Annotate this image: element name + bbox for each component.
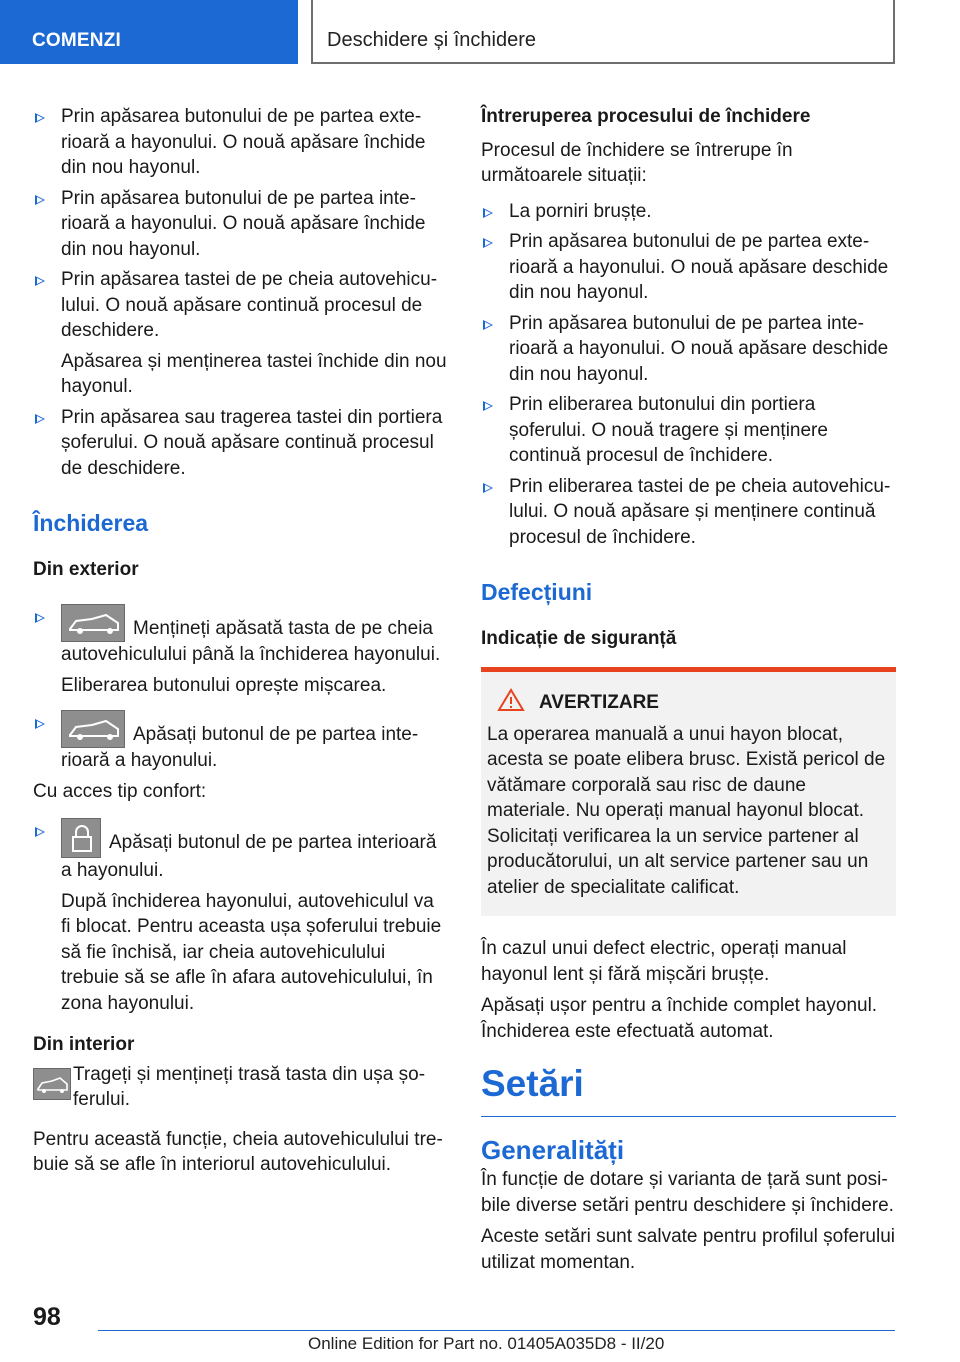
car-tailgate-icon <box>61 710 125 748</box>
bullet-triangle-icon <box>35 113 45 123</box>
list-item: Mențineți apăsată tasta de pe cheia autovehiculului până la închiderea hayonului. <box>33 604 448 668</box>
press-lightly-text: Apăsați ușor pentru a închide complet hayonul. Închiderea este efectuată automat. <box>481 995 878 1042</box>
page-number: 98 <box>33 1303 61 1331</box>
list-item: Prin apăsarea butonului de pe partea exterioară a hayonului. O nouă apăsare închide din nou hayonul. <box>33 104 448 181</box>
function-note: Pentru această funcție, cheia autovehiculului trebuie să se afle în interiorul autovehiculului. <box>33 1128 443 1175</box>
warning-triangle-icon <box>497 688 525 712</box>
key-hold-note: Apăsarea și menținerea tastei închide din nou hayonul. <box>61 350 447 397</box>
bullet-triangle-icon <box>483 208 493 218</box>
car-tailgate-icon <box>61 604 125 642</box>
list-item: Prin apăsarea butonului de pe partea exterioară a hayonului. O nouă apăsare deschide din nou hayonul. <box>481 229 896 306</box>
list-item: Prin apăsarea tastei de pe cheia autovehiculului. O nouă apăsare continuă procesul de deschidere. <box>33 267 448 344</box>
bullet-triangle-icon <box>35 613 45 623</box>
list-item: Prin apăsarea butonului de pe partea interioară a hayonului. O nouă apăsare închide din nou hayonul. <box>33 186 448 263</box>
bullet-triangle-icon <box>483 320 493 330</box>
list-item: Prin apăsarea sau tragerea tastei din portiera șoferului. O nouă apăsare continuă procesul de deschidere. <box>33 405 448 482</box>
release-note: Eliberarea butonului oprește mișcarea. <box>61 674 387 696</box>
list-item: Prin eliberarea butonului din portiera șoferului. O nouă tragere și menținere continuă procesul de închidere. <box>481 392 896 469</box>
general-text-1: În funcție de dotare și varianta de țară sunt posibile diverse setări pentru deschidere și închidere. <box>481 1169 894 1216</box>
left-column <box>33 104 448 1184</box>
bullet-triangle-icon <box>483 238 493 248</box>
car-tailgate-icon <box>33 1068 71 1100</box>
edition-text: Online Edition for Part no. 01405A035D8 - II/20 <box>308 1334 665 1353</box>
general-text-2: Aceste setări sunt salvate pentru profilul șoferului utilizat momentan. <box>481 1226 895 1273</box>
interior-instruction: Trageți și mențineți trasă tasta din ușa șoferului. <box>33 1062 448 1113</box>
safety-heading: Indicație de siguranță <box>481 627 677 649</box>
list-item: Apăsați butonul de pe partea interioară a hayonului. <box>33 710 448 774</box>
chapter-title: Deschidere și închidere <box>327 29 536 51</box>
interior-heading: Din interior <box>33 1034 135 1055</box>
closing-heading: Închiderea <box>33 510 149 536</box>
right-column <box>481 104 896 1281</box>
section-tab <box>0 0 298 64</box>
exterior-heading: Din exterior <box>33 558 139 580</box>
bullet-triangle-icon <box>483 483 493 493</box>
faults-heading: Defecțiuni <box>481 579 593 605</box>
interrupt-heading: Întreruperea procesului de închidere <box>481 106 811 127</box>
list-item: La porniri brușțe. <box>481 199 896 225</box>
bullet-triangle-icon <box>35 414 45 424</box>
bullet-triangle-icon <box>483 401 493 411</box>
bullet-triangle-icon <box>35 195 45 205</box>
chapter-tab <box>311 0 895 64</box>
electric-defect-text: În cazul unui defect electric, operați manual hayonul lent și fără mișcări brușțe. <box>481 938 847 985</box>
general-heading: Generalități <box>481 1135 625 1165</box>
warning-title: AVERTIZARE <box>487 690 888 716</box>
settings-heading: Setări <box>481 1062 896 1117</box>
section-title: COMENZI <box>32 30 122 51</box>
bullet-triangle-icon <box>35 276 45 286</box>
footer-divider <box>98 1330 895 1331</box>
list-item: Apăsați butonul de pe partea interioară a hayonului. <box>33 818 448 884</box>
warning-box <box>481 667 896 916</box>
lock-icon <box>61 818 101 858</box>
interrupt-intro: Procesul de închidere se întrerupe în următoarele situații: <box>481 139 793 186</box>
list-item: Prin apăsarea butonului de pe partea interioară a hayonului. O nouă apăsare deschide din nou hayonul. <box>481 311 896 388</box>
warning-text: La operarea manuală a unui hayon blocat, acesta se poate elibera brusc. Există pericol de vătămare corporală sau risc de daune materiale. Nu operați manual hayonul blocat. Solicitați verificarea la un service partener al producătorului, un alt service partener sau un atelier de specialitate calificat. <box>487 723 886 898</box>
bullet-triangle-icon <box>35 719 45 729</box>
list-item: Prin eliberarea tastei de pe cheia autovehiculului. O nouă apăsare și menținere continuă procesul de închidere. <box>481 474 896 551</box>
comfort-note: După închiderea hayonului, autovehiculul va fi blocat. Pentru aceasta ușa șoferului trebuie să fie închisă, iar cheia autovehiculului trebuie să se afle în afara autovehiculului, în zona hayonului. <box>61 890 442 1014</box>
comfort-access-label: Cu acces tip confort: <box>33 780 207 802</box>
bullet-triangle-icon <box>35 827 45 837</box>
